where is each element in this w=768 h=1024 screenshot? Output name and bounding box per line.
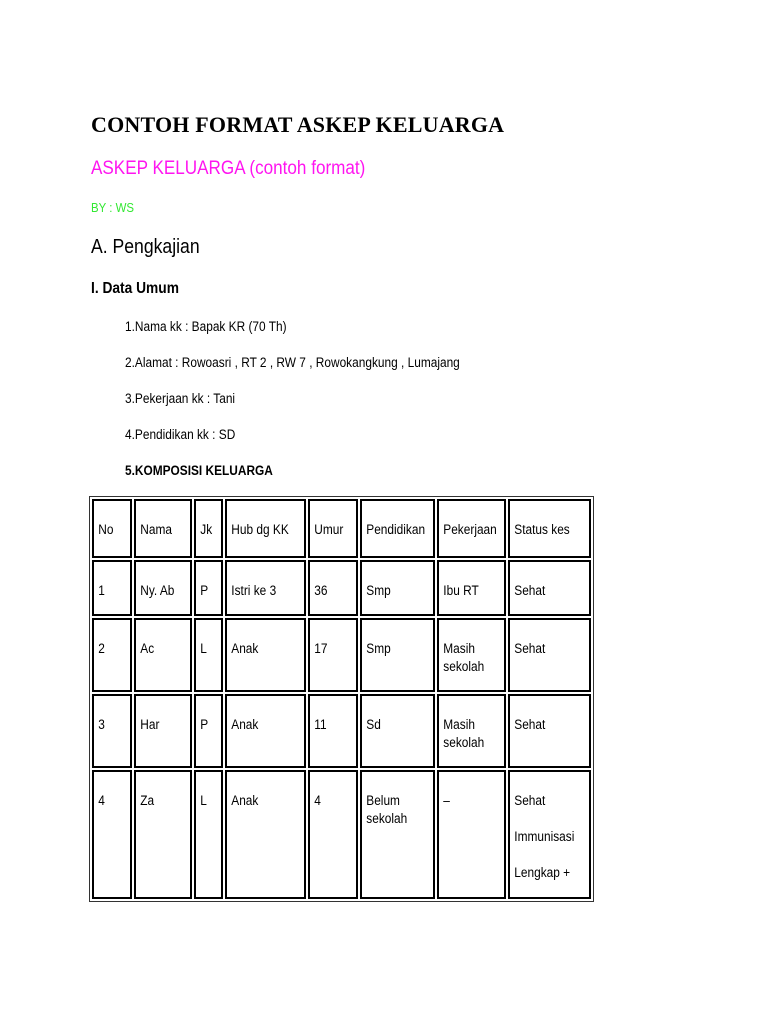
data-item-pendidikan-kk: 4.Pendidikan kk : SD bbox=[125, 427, 236, 442]
header-cell: Pekerjaan bbox=[437, 499, 506, 558]
section-heading-data-umum: I. Data Umum bbox=[91, 280, 179, 297]
cell-hub: Istri ke 3 bbox=[225, 560, 305, 616]
table-row bbox=[92, 560, 591, 616]
cell-hub: Anak bbox=[225, 770, 305, 899]
cell-pendidikan: Smp bbox=[360, 618, 435, 692]
cell-status: Sehat bbox=[508, 694, 591, 768]
cell-pekerjaan: Masih sekolah bbox=[437, 694, 506, 768]
cell-no: 1 bbox=[92, 560, 132, 616]
table-row bbox=[92, 694, 591, 768]
header-cell: Status kes bbox=[508, 499, 591, 558]
cell-jk: P bbox=[194, 560, 224, 616]
cell-pendidikan: Smp bbox=[360, 560, 435, 616]
header-cell: No bbox=[92, 499, 132, 558]
cell-nama: Za bbox=[134, 770, 192, 899]
cell-hub: Anak bbox=[225, 618, 305, 692]
cell-pekerjaan: Masih sekolah bbox=[437, 618, 506, 692]
document-subtitle: ASKEP KELUARGA (contoh format) bbox=[91, 158, 366, 179]
cell-jk: L bbox=[194, 770, 224, 899]
byline: BY : WS bbox=[91, 200, 135, 215]
table-row bbox=[92, 618, 591, 692]
cell-status: Sehat bbox=[508, 560, 591, 616]
header-cell: Hub dg KK bbox=[225, 499, 305, 558]
header-cell: Jk bbox=[194, 499, 224, 558]
data-item-pekerjaan-kk: 3.Pekerjaan kk : Tani bbox=[125, 391, 236, 406]
cell-umur: 36 bbox=[308, 560, 359, 616]
cell-pekerjaan: – bbox=[437, 770, 506, 899]
cell-no: 3 bbox=[92, 694, 132, 768]
section-heading-pengkajian: A. Pengkajian bbox=[91, 236, 200, 258]
table-header-row bbox=[92, 499, 591, 558]
cell-jk: L bbox=[194, 618, 224, 692]
komposisi-heading: 5.KOMPOSISI KELUARGA bbox=[125, 463, 273, 478]
cell-no: 4 bbox=[92, 770, 132, 899]
cell-nama: Ny. Ab bbox=[134, 560, 192, 616]
cell-hub: Anak bbox=[225, 694, 305, 768]
cell-pekerjaan: Ibu RT bbox=[437, 560, 506, 616]
data-item-nama-kk: 1.Nama kk : Bapak KR (70 Th) bbox=[125, 319, 287, 334]
cell-pendidikan: Belum sekolah bbox=[360, 770, 435, 899]
cell-umur: 11 bbox=[308, 694, 359, 768]
family-composition-table bbox=[89, 496, 594, 902]
cell-umur: 4 bbox=[308, 770, 359, 899]
cell-nama: Ac bbox=[134, 618, 192, 692]
header-cell: Pendidikan bbox=[360, 499, 435, 558]
cell-status: Sehat bbox=[508, 618, 591, 692]
cell-umur: 17 bbox=[308, 618, 359, 692]
table-row bbox=[92, 770, 591, 899]
header-cell: Umur bbox=[308, 499, 359, 558]
cell-status: Sehat Immunisasi Lengkap + bbox=[508, 770, 591, 899]
document-title: CONTOH FORMAT ASKEP KELUARGA bbox=[91, 112, 505, 137]
cell-jk: P bbox=[194, 694, 224, 768]
cell-pendidikan: Sd bbox=[360, 694, 435, 768]
cell-no: 2 bbox=[92, 618, 132, 692]
cell-nama: Har bbox=[134, 694, 192, 768]
data-item-alamat: 2.Alamat : Rowoasri , RT 2 , RW 7 , Rowokangkung , Lumajang bbox=[125, 355, 460, 370]
header-cell: Nama bbox=[134, 499, 192, 558]
